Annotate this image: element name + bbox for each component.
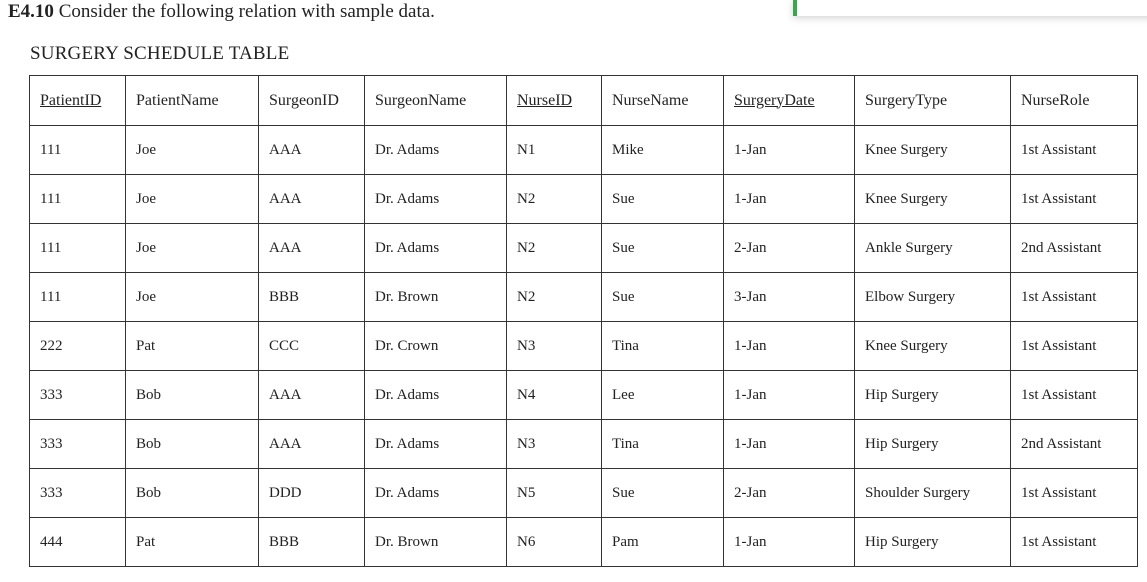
cell-nurse-name: Tina	[602, 322, 724, 371]
surgery-schedule-table	[29, 75, 1138, 567]
cell-nurse-name: Tina	[602, 420, 724, 469]
cell-surgeon-id: AAA	[259, 420, 365, 469]
cell-surgeon-name: Dr. Adams	[365, 371, 507, 420]
col-header-surgeon-name: SurgeonName	[365, 76, 507, 126]
cell-surgery-date: 1-Jan	[724, 322, 855, 371]
header-row	[30, 76, 1138, 126]
table-row	[30, 322, 1138, 371]
exercise-heading	[8, 0, 435, 24]
cell-surgery-type: Hip Surgery	[855, 371, 1011, 420]
cell-surgeon-id: AAA	[259, 371, 365, 420]
cell-nurse-role: 1st Assistant	[1011, 371, 1138, 420]
cell-surgeon-id: AAA	[259, 175, 365, 224]
col-header-patient-name: PatientName	[126, 76, 259, 126]
cell-patient-id: 333	[30, 469, 126, 518]
cell-surgery-date: 2-Jan	[724, 469, 855, 518]
col-header-surgeon-id: SurgeonID	[259, 76, 365, 126]
cell-surgery-type: Hip Surgery	[855, 518, 1011, 567]
cell-patient-id: 333	[30, 420, 126, 469]
cell-patient-id: 222	[30, 322, 126, 371]
cell-surgery-type: Knee Surgery	[855, 126, 1011, 175]
cell-nurse-id: N2	[507, 224, 602, 273]
cell-surgery-type: Knee Surgery	[855, 175, 1011, 224]
cell-surgeon-name: Dr. Brown	[365, 518, 507, 567]
cell-nurse-name: Sue	[602, 273, 724, 322]
col-header-patient-id: PatientID	[30, 76, 126, 126]
table-row	[30, 175, 1138, 224]
table-row	[30, 518, 1138, 567]
col-header-surgery-date: SurgeryDate	[724, 76, 855, 126]
cell-patient-name: Joe	[126, 224, 259, 273]
cell-surgery-date: 1-Jan	[724, 420, 855, 469]
cell-patient-name: Pat	[126, 518, 259, 567]
cell-surgery-date: 3-Jan	[724, 273, 855, 322]
cell-nurse-role: 1st Assistant	[1011, 273, 1138, 322]
cell-surgeon-id: AAA	[259, 224, 365, 273]
cell-nurse-name: Pam	[602, 518, 724, 567]
cell-surgeon-name: Dr. Adams	[365, 175, 507, 224]
table-row	[30, 420, 1138, 469]
cell-surgeon-id: BBB	[259, 518, 365, 567]
cell-nurse-name: Sue	[602, 469, 724, 518]
cell-nurse-name: Sue	[602, 175, 724, 224]
table-row	[30, 273, 1138, 322]
col-header-surgery-type: SurgeryType	[855, 76, 1011, 126]
top-toolbar-edge	[793, 0, 1147, 16]
cell-nurse-id: N6	[507, 518, 602, 567]
cell-surgeon-name: Dr. Crown	[365, 322, 507, 371]
cell-patient-id: 111	[30, 224, 126, 273]
table-row	[30, 371, 1138, 420]
cell-nurse-id: N3	[507, 322, 602, 371]
cell-surgery-type: Knee Surgery	[855, 322, 1011, 371]
cell-nurse-role: 1st Assistant	[1011, 175, 1138, 224]
cell-surgery-date: 1-Jan	[724, 126, 855, 175]
cell-nurse-name: Sue	[602, 224, 724, 273]
cell-patient-id: 333	[30, 371, 126, 420]
cell-nurse-role: 1st Assistant	[1011, 518, 1138, 567]
cell-surgeon-name: Dr. Brown	[365, 273, 507, 322]
table-body	[30, 126, 1138, 567]
cell-surgery-type: Elbow Surgery	[855, 273, 1011, 322]
col-header-nurse-role: NurseRole	[1011, 76, 1138, 126]
cell-nurse-name: Lee	[602, 371, 724, 420]
cell-nurse-role: 2nd Assistant	[1011, 224, 1138, 273]
cell-surgeon-name: Dr. Adams	[365, 224, 507, 273]
col-header-nurse-name: NurseName	[602, 76, 724, 126]
cell-surgeon-name: Dr. Adams	[365, 126, 507, 175]
cell-nurse-id: N2	[507, 273, 602, 322]
table-row	[30, 126, 1138, 175]
cell-nurse-role: 2nd Assistant	[1011, 420, 1138, 469]
cell-patient-name: Bob	[126, 420, 259, 469]
exercise-number: E4.10	[8, 1, 54, 22]
cell-nurse-role: 1st Assistant	[1011, 126, 1138, 175]
cell-patient-name: Bob	[126, 469, 259, 518]
cell-surgery-type: Ankle Surgery	[855, 224, 1011, 273]
cell-nurse-id: N3	[507, 420, 602, 469]
cell-patient-name: Pat	[126, 322, 259, 371]
exercise-text: Consider the following relation with sample data.	[58, 1, 435, 22]
cell-surgeon-id: AAA	[259, 126, 365, 175]
cell-patient-id: 111	[30, 126, 126, 175]
cell-surgeon-id: BBB	[259, 273, 365, 322]
cell-surgery-type: Shoulder Surgery	[855, 469, 1011, 518]
cell-patient-name: Joe	[126, 273, 259, 322]
table-row	[30, 224, 1138, 273]
cell-surgery-date: 1-Jan	[724, 175, 855, 224]
cell-surgery-date: 1-Jan	[724, 371, 855, 420]
cell-patient-id: 111	[30, 273, 126, 322]
cell-patient-id: 111	[30, 175, 126, 224]
cell-surgeon-name: Dr. Adams	[365, 420, 507, 469]
cell-surgery-type: Hip Surgery	[855, 420, 1011, 469]
cell-nurse-id: N1	[507, 126, 602, 175]
cell-nurse-name: Mike	[602, 126, 724, 175]
cell-nurse-role: 1st Assistant	[1011, 322, 1138, 371]
cell-surgeon-id: DDD	[259, 469, 365, 518]
cell-surgeon-name: Dr. Adams	[365, 469, 507, 518]
cell-nurse-id: N5	[507, 469, 602, 518]
cell-patient-name: Joe	[126, 175, 259, 224]
cell-patient-name: Joe	[126, 126, 259, 175]
cell-nurse-id: N2	[507, 175, 602, 224]
col-header-nurse-id: NurseID	[507, 76, 602, 126]
table-row	[30, 469, 1138, 518]
cell-surgeon-id: CCC	[259, 322, 365, 371]
cell-surgery-date: 1-Jan	[724, 518, 855, 567]
cell-patient-name: Bob	[126, 371, 259, 420]
cell-nurse-role: 1st Assistant	[1011, 469, 1138, 518]
cell-nurse-id: N4	[507, 371, 602, 420]
table-caption: SURGERY SCHEDULE TABLE	[30, 43, 290, 64]
cell-surgery-date: 2-Jan	[724, 224, 855, 273]
cell-patient-id: 444	[30, 518, 126, 567]
